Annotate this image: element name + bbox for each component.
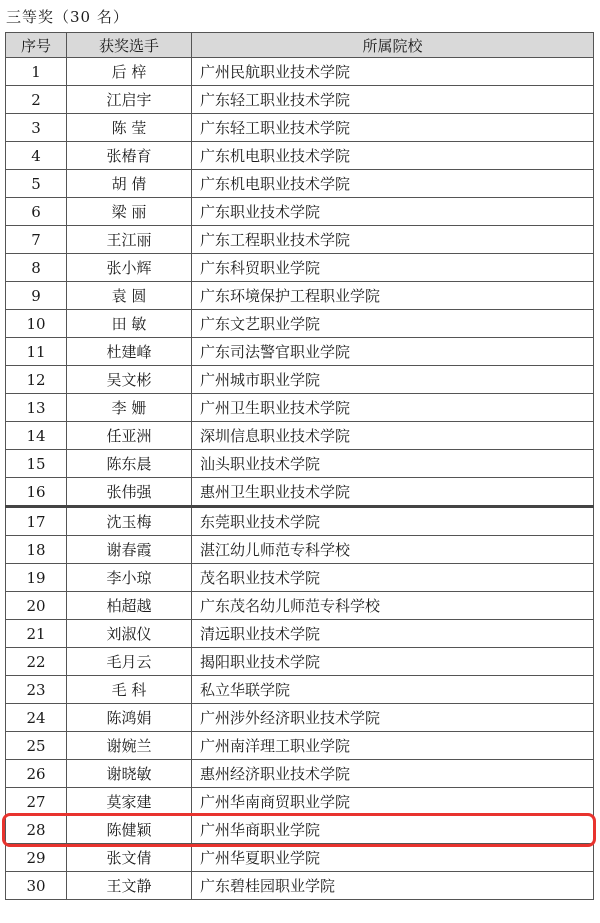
table-row [6,86,594,114]
row-winner: 任亚洲 [67,422,192,450]
row-winner: 张椿育 [67,142,192,170]
row-winner: 陈鸿娟 [67,704,192,732]
table-row [6,564,594,592]
row-school: 深圳信息职业技术学院 [192,422,594,450]
row-index: 29 [6,844,67,872]
row-winner: 胡 倩 [67,170,192,198]
row-school: 广东文艺职业学院 [192,310,594,338]
table-row [6,507,594,536]
row-winner: 毛 科 [67,676,192,704]
row-winner: 张文倩 [67,844,192,872]
row-index: 9 [6,282,67,310]
table-row [6,732,594,760]
row-winner: 莫家建 [67,788,192,816]
row-index: 10 [6,310,67,338]
row-index: 23 [6,676,67,704]
row-winner: 张小辉 [67,254,192,282]
row-index: 11 [6,338,67,366]
row-school: 广东轻工职业技术学院 [192,114,594,142]
table-row [6,592,594,620]
row-index: 6 [6,198,67,226]
row-winner: 谢春霞 [67,536,192,564]
table-row [6,704,594,732]
row-school: 广东茂名幼儿师范专科学校 [192,592,594,620]
row-index: 1 [6,58,67,86]
row-winner: 江启宇 [67,86,192,114]
row-winner: 沈玉梅 [67,507,192,536]
row-index: 3 [6,114,67,142]
row-index: 25 [6,732,67,760]
table-row [6,450,594,478]
row-index: 20 [6,592,67,620]
row-school: 广州华夏职业学院 [192,844,594,872]
row-index: 30 [6,872,67,900]
table-row [6,620,594,648]
row-winner: 谢婉兰 [67,732,192,760]
row-index: 14 [6,422,67,450]
row-school: 广东工程职业技术学院 [192,226,594,254]
row-index: 13 [6,394,67,422]
row-winner: 后 梓 [67,58,192,86]
table-row [6,478,594,507]
row-school: 广东科贸职业学院 [192,254,594,282]
table-row [6,142,594,170]
row-school: 汕头职业技术学院 [192,450,594,478]
header-index: 序号 [6,33,67,58]
row-school: 茂名职业技术学院 [192,564,594,592]
row-index: 17 [6,507,67,536]
award-table [5,32,594,900]
table-row [6,254,594,282]
row-school: 惠州经济职业技术学院 [192,760,594,788]
table-row [6,676,594,704]
row-school: 广东碧桂园职业学院 [192,872,594,900]
row-winner: 柏超越 [67,592,192,620]
header-school: 所属院校 [192,33,594,58]
row-index: 7 [6,226,67,254]
row-school: 湛江幼儿师范专科学校 [192,536,594,564]
table-row [6,422,594,450]
table-row [6,648,594,676]
row-winner: 王江丽 [67,226,192,254]
row-winner: 陈健颖 [67,816,192,844]
row-winner: 陈 莹 [67,114,192,142]
row-school: 广州卫生职业技术学院 [192,394,594,422]
row-school: 广东司法警官职业学院 [192,338,594,366]
table-row [6,310,594,338]
row-winner: 刘淑仪 [67,620,192,648]
row-school: 广州华南商贸职业学院 [192,788,594,816]
row-index: 28 [6,816,67,844]
table-row [6,338,594,366]
row-winner: 张伟强 [67,478,192,507]
row-school: 广州南洋理工职业学院 [192,732,594,760]
table-row [6,366,594,394]
row-school: 广东职业技术学院 [192,198,594,226]
row-winner: 陈东晨 [67,450,192,478]
row-index: 8 [6,254,67,282]
header-winner: 获奖选手 [67,33,192,58]
row-winner: 毛月云 [67,648,192,676]
row-winner: 袁 圆 [67,282,192,310]
table-row [6,282,594,310]
table-row [6,844,594,872]
row-school: 清远职业技术学院 [192,620,594,648]
row-index: 16 [6,478,67,507]
row-winner: 王文静 [67,872,192,900]
row-index: 21 [6,620,67,648]
row-index: 18 [6,536,67,564]
row-index: 12 [6,366,67,394]
section-title: 三等奖（30 名） [6,8,129,26]
row-winner: 李小琼 [67,564,192,592]
table-row [6,872,594,900]
row-school: 广州华商职业学院 [192,816,594,844]
row-school: 广东轻工职业技术学院 [192,86,594,114]
row-school: 东莞职业技术学院 [192,507,594,536]
row-index: 27 [6,788,67,816]
row-index: 4 [6,142,67,170]
row-winner: 李 姗 [67,394,192,422]
row-winner: 田 敏 [67,310,192,338]
row-index: 22 [6,648,67,676]
row-school: 广东机电职业技术学院 [192,170,594,198]
row-winner: 谢晓敏 [67,760,192,788]
row-index: 2 [6,86,67,114]
row-school: 广东机电职业技术学院 [192,142,594,170]
table-row [6,788,594,816]
table-header-row [6,33,594,58]
row-winner: 吴文彬 [67,366,192,394]
table-row [6,816,594,844]
table-row [6,58,594,86]
row-index: 24 [6,704,67,732]
row-index: 5 [6,170,67,198]
row-school: 惠州卫生职业技术学院 [192,478,594,507]
table-row [6,760,594,788]
row-winner: 杜建峰 [67,338,192,366]
row-index: 19 [6,564,67,592]
row-school: 广州涉外经济职业技术学院 [192,704,594,732]
table-row [6,170,594,198]
table-row [6,394,594,422]
row-winner: 梁 丽 [67,198,192,226]
table-body [6,58,594,900]
row-school: 揭阳职业技术学院 [192,648,594,676]
table-row [6,536,594,564]
row-index: 26 [6,760,67,788]
table-row [6,198,594,226]
row-school: 广东环境保护工程职业学院 [192,282,594,310]
table-row [6,226,594,254]
row-school: 私立华联学院 [192,676,594,704]
row-index: 15 [6,450,67,478]
row-school: 广州民航职业技术学院 [192,58,594,86]
row-school: 广州城市职业学院 [192,366,594,394]
table-row [6,114,594,142]
